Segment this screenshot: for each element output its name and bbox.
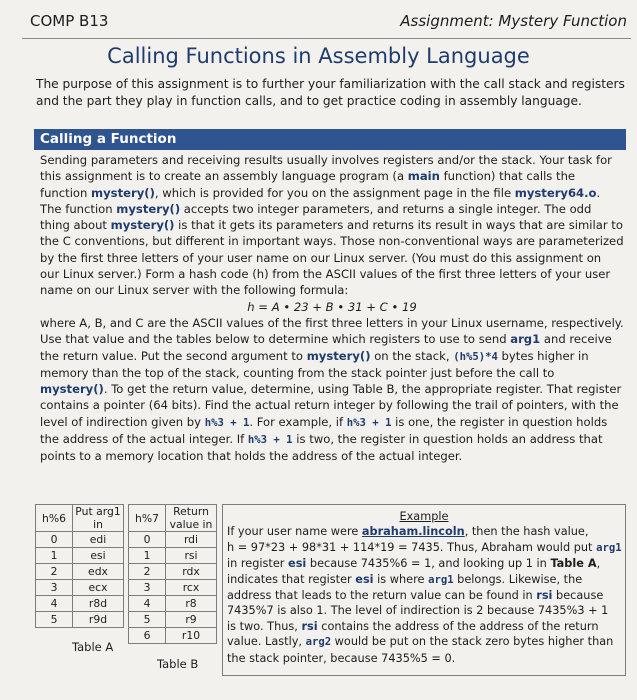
table-cell-register: rdi bbox=[166, 532, 217, 548]
table-b bbox=[128, 504, 217, 644]
table-cell-key: 3 bbox=[36, 580, 73, 596]
text-run: in register bbox=[227, 557, 289, 571]
code-expr: h%3 + 1 bbox=[247, 434, 293, 447]
code-mystery: mystery() bbox=[91, 185, 155, 200]
table-a bbox=[35, 504, 124, 628]
table-cell-key: 4 bbox=[129, 596, 166, 612]
table-cell-key: 2 bbox=[36, 564, 73, 580]
course-code: COMP B13 bbox=[30, 12, 109, 30]
text-run: belongs. Likewise, the bbox=[453, 572, 583, 586]
page-title: Calling Functions in Assembly Language bbox=[107, 44, 530, 68]
table-cell-register: r10 bbox=[166, 628, 217, 644]
text-run: Sending parameters and receiving results usually involves registers and/or the stack. Your task for this assignment is to create an assembly language program (a bbox=[40, 153, 612, 184]
table-cell-key: 3 bbox=[129, 580, 166, 596]
table-b-header: Return value in bbox=[166, 505, 217, 532]
table-a-row bbox=[36, 564, 124, 580]
text-run: , then the hash value, bbox=[464, 525, 589, 539]
text-run: address that leads to the return value can be found in bbox=[227, 589, 537, 603]
table-b-row bbox=[129, 564, 217, 580]
text-run: on the stack, bbox=[370, 348, 454, 363]
section-heading: Calling a Function bbox=[34, 129, 626, 150]
example-title: Example bbox=[399, 510, 449, 523]
code-expr: (h%5)*4 bbox=[453, 350, 498, 363]
table-a-header: h%6 bbox=[36, 505, 73, 532]
table-b-row bbox=[129, 580, 217, 596]
table-cell-key: 1 bbox=[129, 548, 166, 564]
table-cell-key: 0 bbox=[129, 532, 166, 548]
table-cell-key: 2 bbox=[129, 564, 166, 580]
table-cell-register: r8d bbox=[73, 596, 124, 612]
code-register: rsi bbox=[301, 619, 318, 633]
table-cell-register: r9d bbox=[73, 612, 124, 628]
table-cell-register: edx bbox=[73, 564, 124, 580]
example-line bbox=[227, 572, 621, 588]
code-register: esi bbox=[288, 557, 307, 571]
table-b-header: h%7 bbox=[129, 505, 166, 532]
table-cell-key: 5 bbox=[36, 612, 73, 628]
example-username: abraham.lincoln bbox=[361, 525, 465, 539]
text-run: contains the address of the address of the return bbox=[317, 619, 599, 633]
example-line bbox=[227, 556, 621, 571]
code-mystery: mystery() bbox=[40, 382, 104, 397]
text-run: . The function bbox=[40, 185, 601, 216]
hash-formula: h = A • 23 + B • 31 + C • 19 bbox=[247, 299, 417, 314]
table-a-row bbox=[36, 580, 124, 596]
text-run: where A, B, and C are the ASCII values of the first three letters in your Linux username, respectively. Use that value and the tables below to determine which registers to use to send bbox=[40, 315, 624, 347]
table-b-row bbox=[129, 612, 217, 628]
table-cell-key: 6 bbox=[129, 628, 166, 644]
table-cell-key: 4 bbox=[36, 596, 73, 612]
example-line: 7435%7 is also 1. The level of indirection is 2 because 7435%3 + 1 bbox=[227, 604, 609, 618]
assignment-name: Assignment: Mystery Function bbox=[400, 12, 627, 30]
example-line bbox=[227, 540, 621, 556]
text-run: , which is provided for you on the assignment page in the file bbox=[154, 185, 515, 200]
code-file: mystery64.o bbox=[514, 185, 597, 200]
table-ref: Table A bbox=[550, 557, 597, 571]
table-b-row bbox=[129, 628, 217, 644]
table-b-row bbox=[129, 532, 217, 548]
text-run: . To get the return value, determine, using Table B, the appropriate register. That register contains a pointer (64 bits). Find the actual return integer by following the trail of pointers, with the level of indirection given by bbox=[40, 382, 622, 429]
section-body bbox=[40, 152, 624, 465]
table-cell-key: 1 bbox=[36, 548, 73, 564]
text-run: is one, the register in question holds the address of the actual integer. If bbox=[40, 414, 608, 447]
text-run: value. Lastly, bbox=[227, 635, 306, 649]
code-register: rsi bbox=[536, 589, 553, 603]
example-box bbox=[222, 504, 626, 676]
code-arg1: arg1 bbox=[596, 541, 622, 554]
table-cell-register: rdx bbox=[166, 564, 217, 580]
text-run: bytes higher in memory than the top of the stack, counting from the stack pointer just before the call to bbox=[40, 348, 589, 380]
code-arg2: arg2 bbox=[305, 636, 332, 649]
code-arg1: arg1 bbox=[510, 332, 541, 347]
example-line bbox=[227, 588, 621, 603]
code-mystery: mystery() bbox=[116, 201, 181, 216]
code-main: main bbox=[407, 169, 440, 184]
table-a-row bbox=[36, 532, 124, 548]
text-run: because 7435%6 = 1, and looking up 1 in bbox=[306, 557, 551, 571]
example-line bbox=[227, 524, 621, 539]
code-arg1: arg1 bbox=[428, 573, 454, 586]
table-cell-register: r9 bbox=[166, 612, 217, 628]
table-cell-register: rsi bbox=[166, 548, 217, 564]
text-run: is two, the register in question holds an address that points to a memory location that holds the address of the actual integer. bbox=[40, 432, 603, 464]
example-line bbox=[227, 634, 621, 650]
text-run: accepts two integer parameters, and returns a single integer. The odd thing about bbox=[40, 201, 592, 233]
example-line: the stack pointer, because 7435%5 = 0. bbox=[227, 651, 456, 665]
table-cell-register: ecx bbox=[73, 580, 124, 596]
table-b-caption: Table B bbox=[157, 657, 199, 671]
table-b-row bbox=[129, 596, 217, 612]
text-run: If your user name were bbox=[227, 525, 362, 539]
paragraph-1 bbox=[40, 152, 624, 299]
paragraph-2 bbox=[40, 315, 624, 465]
table-a-row bbox=[36, 596, 124, 612]
code-mystery: mystery() bbox=[110, 218, 175, 233]
table-a-header: Put arg1 in bbox=[73, 505, 124, 532]
text-run: h = 97*23 + 98*31 + 114*19 = 7435. Thus, Abraham would put bbox=[227, 540, 597, 554]
example-line bbox=[227, 619, 621, 634]
text-run: because bbox=[552, 589, 604, 603]
text-run: , bbox=[596, 557, 601, 571]
table-a-row bbox=[36, 548, 124, 564]
code-expr: h%3 + 1 bbox=[204, 416, 250, 429]
text-run: function) that calls the function bbox=[40, 169, 576, 200]
table-b-row bbox=[129, 548, 217, 564]
header-rule bbox=[22, 38, 631, 39]
text-run: is that it gets its parameters and returns its result in ways that are similar to the C conventions, but different in important ways. Those non-conventional ways are parameterized by the first three letters of your user name on our Linux server. (You must do this assignment on our Linux server.) Form a hash code (h) from the ASCII values of the first three letters of your user name on our Linux server with the following formula: bbox=[40, 218, 624, 298]
table-a-caption: Table A bbox=[72, 640, 114, 654]
code-register: esi bbox=[355, 572, 374, 586]
table-cell-register: edi bbox=[73, 532, 124, 548]
code-expr: h%3 + 1 bbox=[346, 416, 392, 429]
table-cell-register: esi bbox=[73, 548, 124, 564]
code-mystery: mystery() bbox=[306, 348, 371, 363]
text-run: is two. Thus, bbox=[227, 619, 302, 633]
table-cell-key: 0 bbox=[36, 532, 73, 548]
table-cell-key: 5 bbox=[129, 612, 166, 628]
table-cell-register: r8 bbox=[166, 596, 217, 612]
text-run: indicates that register bbox=[227, 572, 356, 586]
text-run: is where bbox=[373, 572, 429, 586]
intro-paragraph: The purpose of this assignment is to further your familiarization with the call stack and registers and the part they play in function calls, and to get practice coding in assembly language. bbox=[36, 77, 625, 108]
text-run: . For example, if bbox=[249, 414, 347, 429]
table-cell-register: rcx bbox=[166, 580, 217, 596]
text-run: and receive the return value. Put the second argument to bbox=[40, 332, 612, 363]
table-a-row bbox=[36, 612, 124, 628]
text-run: would be put on the stack zero bytes higher than bbox=[331, 635, 614, 649]
